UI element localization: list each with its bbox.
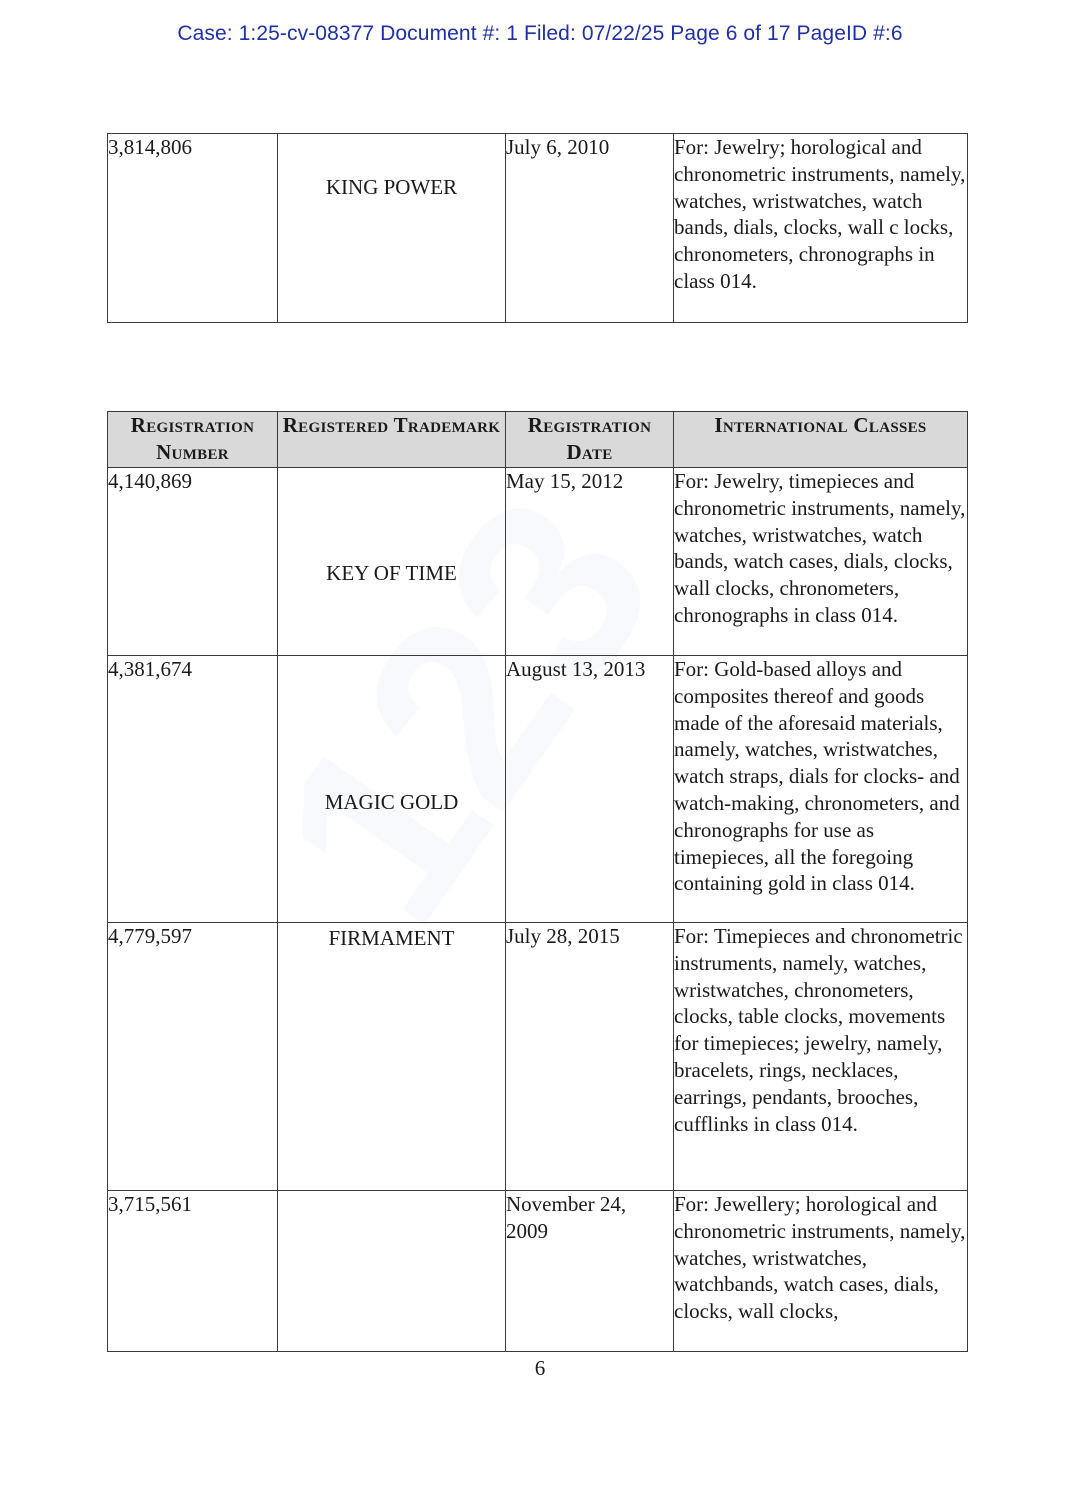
- trademark-label: KEY OF TIME: [326, 561, 457, 585]
- header-international-classes: International Classes: [674, 412, 968, 468]
- trademark-label: FIRMAMENT: [328, 926, 455, 950]
- international-classes: For: Gold-based alloys and composites thereof and goods made of the aforesaid materials, namely, watches, wristwatches, watch straps, dials for clocks- and watch-making, chronometers, and chronographs for use as timepieces, all the foregoing containing gold in class 014.: [674, 656, 968, 923]
- header-registration-number: Registration Number: [108, 412, 278, 468]
- registration-date: November 24, 2009: [506, 1191, 674, 1352]
- registration-number: 4,140,869: [108, 468, 278, 656]
- table-header-row: [108, 412, 968, 468]
- table-row: [108, 468, 968, 656]
- international-classes: For: Jewelry; horological and chronometric instruments, namely, watches, wristwatches, watch bands, dials, clocks, wall c locks, chronometers, chronographs in class 014.: [674, 134, 968, 323]
- trademark-table: [107, 411, 968, 1352]
- trademark-label: MAGIC GOLD: [324, 790, 459, 814]
- registered-trademark: [278, 468, 506, 656]
- registration-number: 4,779,597: [108, 923, 278, 1191]
- table-row: [108, 923, 968, 1191]
- trademark-table-top: [107, 133, 968, 323]
- trademark-label: KING POWER: [325, 175, 458, 199]
- international-classes: For: Jewelry, timepieces and chronometric instruments, namely, watches, wristwatches, watch bands, watch cases, dials, clocks, wall clocks, chronometers, chronographs in class 014.: [674, 468, 968, 656]
- registration-number: 4,381,674: [108, 656, 278, 923]
- table-row: [108, 134, 968, 323]
- registration-date: July 28, 2015: [506, 923, 674, 1191]
- header-registered-trademark: Registered Trademark: [278, 412, 506, 468]
- page-number: 6: [534, 1356, 546, 1380]
- registration-number: 3,814,806: [108, 134, 278, 323]
- registration-date: August 13, 2013: [506, 656, 674, 923]
- table-row: [108, 1191, 968, 1352]
- registered-trademark: [278, 656, 506, 923]
- case-header: Case: 1:25-cv-08377 Document #: 1 Filed: 07/22/25 Page 6 of 17 PageID #:6: [177, 22, 903, 45]
- registered-trademark: [278, 134, 506, 323]
- international-classes: For: Timepieces and chronometric instruments, namely, watches, wristwatches, chronometers, clocks, table clocks, movements for timepieces; jewelry, namely, bracelets, rings, necklaces, earrings, pendants, brooches, cufflinks in class 014.: [674, 923, 968, 1191]
- international-classes: For: Jewellery; horological and chronometric instruments, namely, watches, wristwatches, watchbands, watch cases, dials, clocks, wall clocks,: [674, 1191, 968, 1352]
- table-row: [108, 656, 968, 923]
- registered-trademark: [278, 923, 506, 1191]
- registered-trademark: [278, 1191, 506, 1352]
- registration-date: May 15, 2012: [506, 468, 674, 656]
- registration-number: 3,715,561: [108, 1191, 278, 1352]
- header-registration-date: Registration Date: [506, 412, 674, 468]
- registration-date: July 6, 2010: [506, 134, 674, 323]
